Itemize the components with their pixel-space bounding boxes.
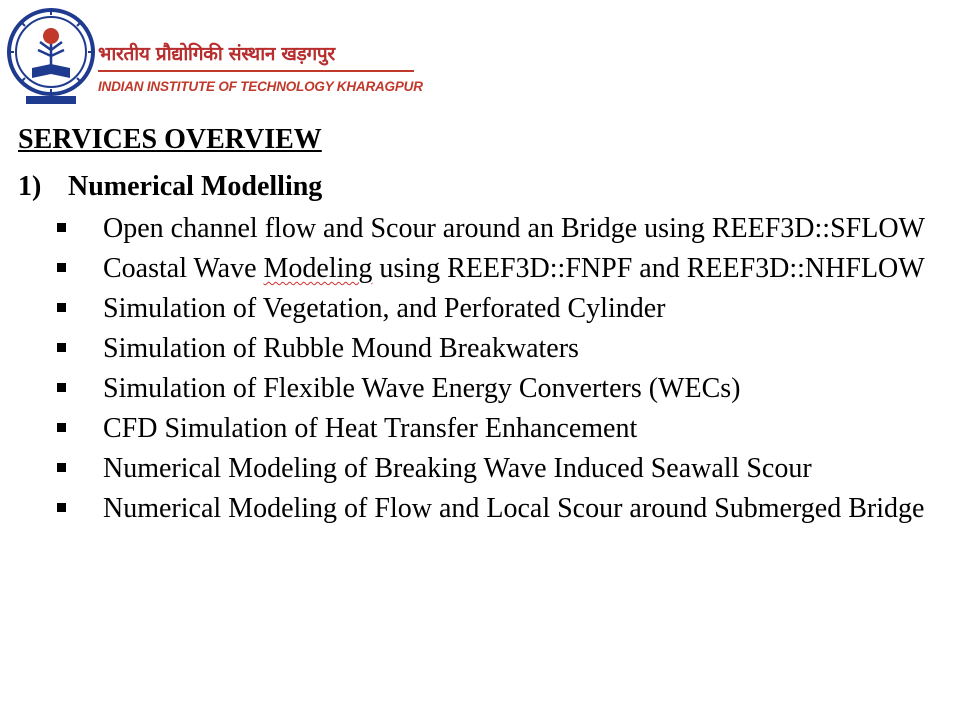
list-item-text: Numerical Modeling of Breaking Wave Induced Seawall Scour <box>103 453 812 484</box>
list-item <box>0 332 967 366</box>
list-item <box>0 212 967 246</box>
square-bullet-icon <box>57 463 66 472</box>
square-bullet-icon <box>57 503 66 512</box>
square-bullet-icon <box>57 383 66 392</box>
list-item <box>0 492 967 526</box>
page-title: SERVICES OVERVIEW <box>18 124 322 155</box>
square-bullet-icon <box>57 423 66 432</box>
square-bullet-icon <box>57 343 66 352</box>
list-item-text-after: using REEF3D::FNPF and REEF3D::NHFLOW <box>372 253 925 284</box>
section-number: 1) <box>18 171 42 202</box>
iit-kharagpur-emblem-icon <box>6 6 96 106</box>
institute-name-hindi: भारतीय प्रौद्योगिकी संस्थान खड़गपुर <box>98 43 335 65</box>
list-item-text: Open channel flow and Scour around an Bridge using REEF3D::SFLOW <box>103 213 925 244</box>
list-item <box>0 252 967 286</box>
square-bullet-icon <box>57 303 66 312</box>
square-bullet-icon <box>57 223 66 232</box>
service-list <box>0 212 967 532</box>
square-bullet-icon <box>57 263 66 272</box>
spellcheck-flagged-word: Modeling <box>263 253 373 284</box>
list-item-text: Numerical Modeling of Flow and Local Scour around Submerged Bridge <box>103 493 925 524</box>
list-item <box>0 372 967 406</box>
institute-name-english: INDIAN INSTITUTE OF TECHNOLOGY KHARAGPUR <box>98 79 423 94</box>
list-item-text-before: Coastal Wave <box>103 253 264 284</box>
list-item <box>0 412 967 446</box>
list-item-text: Simulation of Rubble Mound Breakwaters <box>103 333 579 364</box>
list-item-text: CFD Simulation of Heat Transfer Enhancement <box>103 413 638 444</box>
list-item <box>0 292 967 326</box>
list-item-text: Simulation of Flexible Wave Energy Converters (WECs) <box>103 373 741 404</box>
list-item <box>0 452 967 486</box>
section-heading <box>18 171 322 203</box>
institute-header <box>6 6 426 110</box>
header-rule <box>98 70 414 72</box>
list-item-text: Simulation of Vegetation, and Perforated Cylinder <box>103 293 666 324</box>
section-title: Numerical Modelling <box>68 171 323 202</box>
